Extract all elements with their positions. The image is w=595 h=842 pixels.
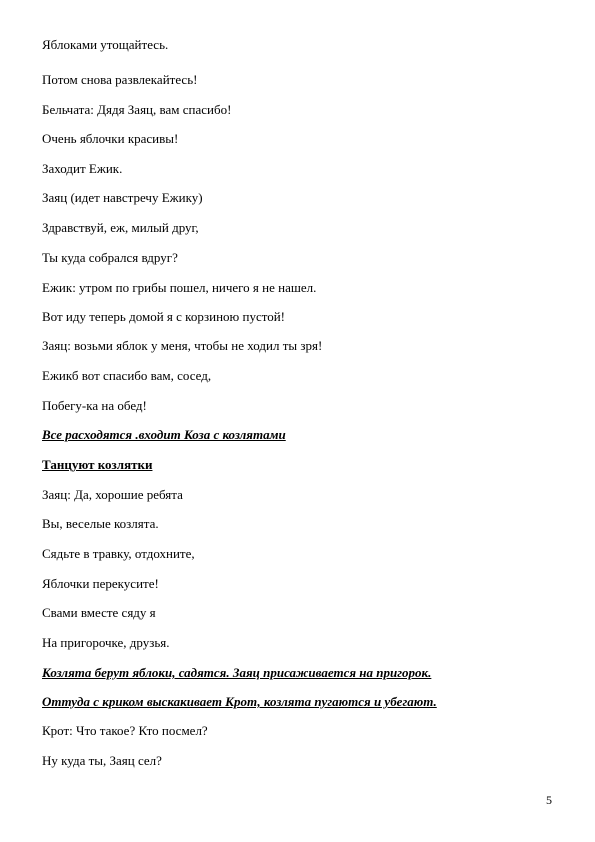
text-line: Потом снова развлекайтесь! <box>42 72 198 87</box>
text-line: Заходит Ежик. <box>42 161 123 176</box>
text-line: Ты куда собрался вдруг? <box>42 250 178 265</box>
text-line: Очень яблочки красивы! <box>42 131 179 146</box>
text-line: Яблочки перекусите! <box>42 576 159 591</box>
section-heading: Танцуют козлятки <box>42 457 153 472</box>
text-line: Вы, веселые козлята. <box>42 516 159 531</box>
text-line: Заяц (идет навстречу Ежику) <box>42 190 203 205</box>
stage-direction: Оттуда с криком выскакивает Крот, козлята пугаются и убегают. <box>42 694 437 709</box>
text-line: Здравствуй, еж, милый друг, <box>42 220 199 235</box>
text-line: На пригорочке, друзья. <box>42 635 170 650</box>
text-line: Бельчата: Дядя Заяц, вам спасибо! <box>42 102 232 117</box>
text-line: Ну куда ты, Заяц сел? <box>42 753 162 768</box>
text-line: Крот: Что такое? Кто посмел? <box>42 723 208 738</box>
stage-direction: Козлята берут яблоки, садятся. Заяц присаживается на пригорок. <box>42 665 432 680</box>
text-line: Заяц: возьми яблок у меня, чтобы не ходил ты зря! <box>42 338 323 353</box>
text-line: Вот иду теперь домой я с корзиною пустой! <box>42 309 286 324</box>
page-number: 5 <box>546 793 552 807</box>
text-line: Ежик: утром по грибы пошел, ничего я не нашел. <box>42 280 317 295</box>
text-line: Побегу-ка на обед! <box>42 398 147 413</box>
stage-direction: Все расходятся .входит Коза с козлятами <box>42 427 286 442</box>
text-line: Сядьте в травку, отдохните, <box>42 546 195 561</box>
text-line: Яблоками утощайтесь. <box>42 37 169 52</box>
text-line: Заяц: Да, хорошие ребята <box>42 487 183 502</box>
text-line: Ежикб вот спасибо вам, сосед, <box>42 368 212 383</box>
text-line: Свами вместе сяду я <box>42 605 156 620</box>
